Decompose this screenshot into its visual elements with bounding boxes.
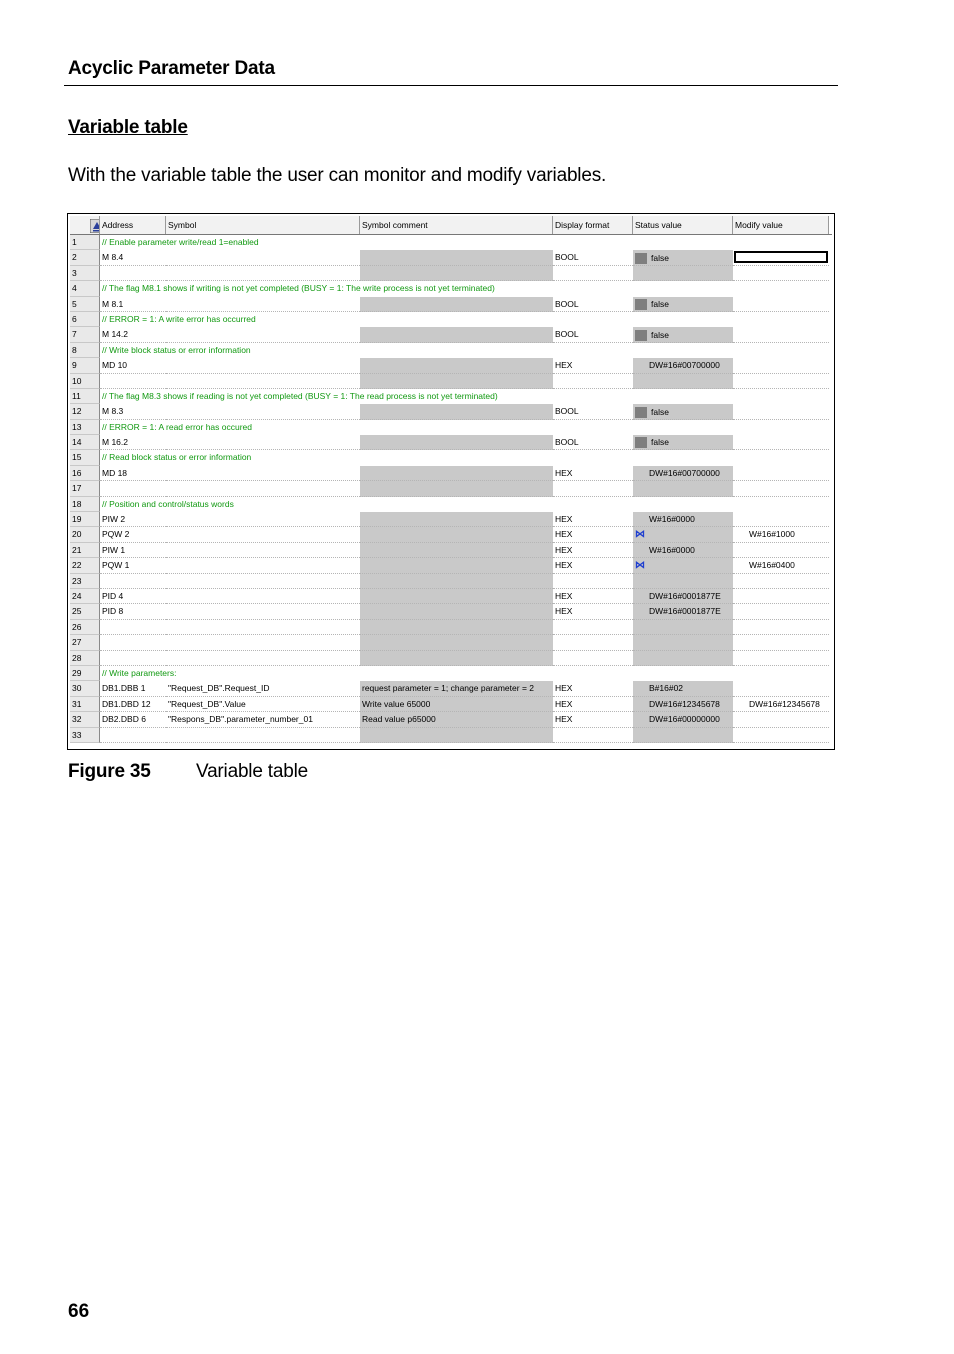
symbol-comment-cell[interactable] <box>360 651 553 666</box>
symbol-cell[interactable] <box>166 250 360 265</box>
display-format-cell[interactable]: HEX <box>553 466 633 481</box>
status-value: W#16#0000 <box>649 514 695 525</box>
modify-value: DW#16#12345678 <box>749 698 820 709</box>
row-number: 26 <box>70 620 100 635</box>
display-format-cell[interactable]: HEX <box>553 527 633 542</box>
modify-value-cell[interactable] <box>733 697 829 712</box>
status-value: false <box>651 298 669 309</box>
address-cell[interactable]: MD 10 <box>100 358 166 373</box>
symbol-cell[interactable] <box>166 527 360 542</box>
status-value: B#16#02 <box>649 683 684 694</box>
symbol-cell[interactable] <box>166 543 360 558</box>
status-value-cell[interactable] <box>633 466 733 481</box>
status-value-cell[interactable] <box>633 543 733 558</box>
table-row[interactable] <box>70 235 832 250</box>
display-format-cell[interactable]: HEX <box>553 543 633 558</box>
table-row[interactable] <box>70 297 832 312</box>
modify-value-cell[interactable] <box>733 527 829 542</box>
address-cell[interactable]: M 14.2 <box>100 327 166 342</box>
table-row[interactable] <box>70 466 832 481</box>
display-format-cell[interactable]: BOOL <box>553 327 633 342</box>
address-cell[interactable]: PID 4 <box>100 589 166 604</box>
table-row[interactable] <box>70 343 832 358</box>
row-number: 14 <box>70 435 100 450</box>
row-number: 17 <box>70 481 100 496</box>
col-header-symbol-comment[interactable]: Symbol comment <box>360 216 553 234</box>
row-number: 32 <box>70 712 100 727</box>
row-comment[interactable]: // The flag M8.3 shows if reading is not yet completed (BUSY = 1: The read process is not yet terminated) <box>102 390 498 401</box>
address-cell[interactable]: M 8.4 <box>100 250 166 265</box>
display-format-cell[interactable] <box>553 266 633 281</box>
symbol-cell[interactable] <box>166 327 360 342</box>
symbol-comment-cell[interactable] <box>360 512 553 527</box>
table-corner-icon <box>90 219 100 233</box>
display-format-cell[interactable] <box>553 620 633 635</box>
symbol-cell[interactable] <box>166 374 360 389</box>
table-row[interactable] <box>70 620 832 635</box>
status-value: DW#16#00700000 <box>649 360 720 371</box>
col-header-status-value[interactable]: Status value <box>633 216 733 234</box>
table-row[interactable] <box>70 435 832 450</box>
status-value: W#16#0000 <box>649 544 695 555</box>
table-row[interactable] <box>70 651 832 666</box>
symbol-cell[interactable] <box>166 574 360 589</box>
col-header-modify-value[interactable]: Modify value <box>733 216 829 234</box>
row-number: 7 <box>70 327 100 342</box>
modify-value-cell[interactable] <box>733 604 829 619</box>
table-row[interactable] <box>70 281 832 296</box>
symbol-cell[interactable] <box>166 620 360 635</box>
address-cell[interactable]: M 8.1 <box>100 297 166 312</box>
row-comment[interactable]: // Read block status or error information <box>102 452 252 463</box>
address-cell[interactable] <box>100 574 166 589</box>
status-value-cell[interactable] <box>633 527 733 542</box>
symbol-comment-cell[interactable] <box>360 481 553 496</box>
modify-value-cell[interactable] <box>733 297 829 312</box>
row-number: 12 <box>70 404 100 419</box>
modify-value-cell[interactable] <box>733 512 829 527</box>
status-value-cell[interactable] <box>633 604 733 619</box>
row-number: 9 <box>70 358 100 373</box>
symbol-comment-cell[interactable] <box>360 620 553 635</box>
table-row[interactable] <box>70 728 832 743</box>
symbol-cell[interactable] <box>166 435 360 450</box>
address-cell[interactable]: PQW 1 <box>100 558 166 573</box>
row-number: 8 <box>70 343 100 358</box>
status-value-cell[interactable] <box>633 512 733 527</box>
subheading: Variable table <box>68 117 188 138</box>
status-indicator <box>635 437 647 448</box>
status-value: false <box>651 252 669 263</box>
symbol-comment-cell[interactable] <box>360 635 553 650</box>
row-comment[interactable]: // Enable parameter write/read 1=enabled <box>102 237 259 247</box>
address-cell[interactable]: MD 18 <box>100 466 166 481</box>
row-number: 1 <box>70 235 100 250</box>
row-number: 29 <box>70 666 100 681</box>
table-row[interactable] <box>70 374 832 389</box>
modify-value-cell[interactable] <box>733 589 829 604</box>
display-format-cell[interactable] <box>553 574 633 589</box>
address-cell[interactable]: M 8.3 <box>100 404 166 419</box>
status-indicator <box>635 330 647 341</box>
status-indicator <box>635 407 647 418</box>
row-number: 22 <box>70 558 100 573</box>
row-comment[interactable]: // ERROR = 1: A write error has occurred <box>102 313 256 324</box>
status-value-cell[interactable] <box>633 481 733 496</box>
display-format-cell[interactable] <box>553 635 633 650</box>
address-cell[interactable]: PIW 1 <box>100 543 166 558</box>
status-value-cell[interactable] <box>633 635 733 650</box>
row-number: 10 <box>70 374 100 389</box>
table-row[interactable] <box>70 389 832 404</box>
table-row[interactable] <box>70 574 832 589</box>
symbol-comment-cell[interactable]: request parameter = 1; change parameter = 2 <box>360 681 553 696</box>
row-number: 28 <box>70 651 100 666</box>
table-body <box>70 235 832 743</box>
symbol-cell[interactable]: "Request_DB".Request_ID <box>166 681 360 696</box>
table-row[interactable] <box>70 666 832 681</box>
table-row[interactable] <box>70 558 832 573</box>
modify-value-cell[interactable] <box>733 543 829 558</box>
symbol-comment-cell[interactable] <box>360 374 553 389</box>
symbol-comment-cell[interactable] <box>360 266 553 281</box>
row-number: 21 <box>70 543 100 558</box>
col-header-display-format[interactable]: Display format <box>553 216 633 234</box>
status-value-cell[interactable] <box>633 712 733 727</box>
display-format-cell[interactable]: HEX <box>553 697 633 712</box>
symbol-cell[interactable] <box>166 635 360 650</box>
address-cell[interactable]: DB1.DBB 1 <box>100 681 166 696</box>
table-row[interactable] <box>70 312 832 327</box>
row-comment[interactable]: // Write block status or error information <box>102 344 251 355</box>
modify-value-cell[interactable] <box>733 712 829 727</box>
symbol-cell[interactable] <box>166 481 360 496</box>
row-number: 5 <box>70 297 100 312</box>
symbol-comment-cell[interactable] <box>360 466 553 481</box>
status-indicator <box>635 253 647 264</box>
address-cell[interactable]: M 16.2 <box>100 435 166 450</box>
address-cell[interactable] <box>100 728 166 743</box>
symbol-comment-cell[interactable] <box>360 589 553 604</box>
symbol-comment-cell[interactable]: Write value 65000 <box>360 697 553 712</box>
corner-cell[interactable] <box>70 216 100 234</box>
row-number: 11 <box>70 389 100 404</box>
display-format-cell[interactable] <box>553 374 633 389</box>
status-value: false <box>651 329 669 340</box>
status-value-cell[interactable] <box>633 697 733 712</box>
status-value-cell[interactable] <box>633 681 733 696</box>
table-row[interactable] <box>70 327 832 342</box>
row-number: 18 <box>70 497 100 512</box>
status-value-cell[interactable] <box>633 651 733 666</box>
status-value-cell[interactable] <box>633 374 733 389</box>
symbol-comment-cell[interactable] <box>360 543 553 558</box>
table-row[interactable] <box>70 250 832 265</box>
status-value-cell[interactable] <box>633 574 733 589</box>
row-comment[interactable]: // The flag M8.1 shows if writing is not yet completed (BUSY = 1: The write process is not yet terminated) <box>102 283 495 294</box>
symbol-comment-cell[interactable] <box>360 404 553 419</box>
symbol-cell[interactable] <box>166 651 360 666</box>
symbol-comment-cell[interactable] <box>360 297 553 312</box>
display-format-cell[interactable] <box>553 651 633 666</box>
row-number: 6 <box>70 312 100 327</box>
variable-table <box>70 216 832 743</box>
display-format-cell[interactable]: HEX <box>553 681 633 696</box>
symbol-cell[interactable] <box>166 266 360 281</box>
section-title: Acyclic Parameter Data <box>68 58 275 79</box>
row-number: 24 <box>70 589 100 604</box>
modify-value-cell[interactable] <box>733 435 829 450</box>
modify-value-cell[interactable] <box>733 635 829 650</box>
row-number: 23 <box>70 574 100 589</box>
symbol-cell[interactable] <box>166 358 360 373</box>
table-row[interactable] <box>70 712 832 727</box>
table-row[interactable] <box>70 635 832 650</box>
modify-value-cell[interactable] <box>733 327 829 342</box>
table-row[interactable] <box>70 512 832 527</box>
display-format-cell[interactable]: HEX <box>553 712 633 727</box>
symbol-comment-cell[interactable] <box>360 558 553 573</box>
variable-table-figure <box>67 213 835 750</box>
address-cell[interactable] <box>100 651 166 666</box>
symbol-comment-cell[interactable]: Read value p65000 <box>360 712 553 727</box>
symbol-comment-cell[interactable] <box>360 527 553 542</box>
status-indicator <box>635 299 647 310</box>
row-number: 31 <box>70 697 100 712</box>
status-value-cell[interactable] <box>633 589 733 604</box>
status-value: DW#16#0001877E <box>649 590 721 601</box>
page-number: 66 <box>68 1301 90 1322</box>
address-cell[interactable] <box>100 481 166 496</box>
symbol-cell[interactable] <box>166 404 360 419</box>
display-format-cell[interactable]: BOOL <box>553 435 633 450</box>
row-comment[interactable]: // Write parameters: <box>102 667 177 678</box>
symbol-cell[interactable] <box>166 558 360 573</box>
modify-value: W#16#1000 <box>749 529 795 540</box>
row-number: 19 <box>70 512 100 527</box>
display-format-cell[interactable]: HEX <box>553 512 633 527</box>
symbol-cell[interactable] <box>166 297 360 312</box>
modify-value-cell[interactable] <box>733 358 829 373</box>
modify-value-cell[interactable] <box>733 466 829 481</box>
status-value-cell[interactable] <box>633 728 733 743</box>
status-value-cell[interactable] <box>633 297 733 312</box>
row-number: 3 <box>70 266 100 281</box>
display-format-cell[interactable]: BOOL <box>553 297 633 312</box>
table-header <box>70 216 832 235</box>
table-row[interactable] <box>70 420 832 435</box>
modify-value-cell[interactable] <box>733 558 829 573</box>
row-number: 30 <box>70 681 100 696</box>
symbol-cell[interactable] <box>166 512 360 527</box>
status-value-cell[interactable] <box>633 266 733 281</box>
status-value-cell[interactable] <box>633 404 733 419</box>
symbol-comment-cell[interactable] <box>360 327 553 342</box>
row-number: 13 <box>70 420 100 435</box>
status-value: DW#16#00000000 <box>649 714 720 725</box>
table-row[interactable] <box>70 481 832 496</box>
status-value: DW#16#12345678 <box>649 698 720 709</box>
row-number: 25 <box>70 604 100 619</box>
symbol-comment-cell[interactable] <box>360 435 553 450</box>
table-row[interactable] <box>70 358 832 373</box>
display-format-cell[interactable] <box>553 481 633 496</box>
figure-caption: Variable table <box>196 761 308 782</box>
symbol-cell[interactable]: "Respons_DB".parameter_number_01 <box>166 712 360 727</box>
modify-value-cell[interactable] <box>733 374 829 389</box>
display-format-cell[interactable]: HEX <box>553 604 633 619</box>
modify-value-cell[interactable] <box>733 250 829 265</box>
modify-value-cell[interactable] <box>733 574 829 589</box>
address-cell[interactable] <box>100 266 166 281</box>
col-header-address[interactable]: Address <box>100 216 166 234</box>
status-value: DW#16#0001877E <box>649 606 721 617</box>
display-format-cell[interactable]: BOOL <box>553 250 633 265</box>
table-row[interactable] <box>70 697 832 712</box>
table-row[interactable] <box>70 497 832 512</box>
status-value-cell[interactable] <box>633 358 733 373</box>
row-number: 2 <box>70 250 100 265</box>
force-link-icon: ⋈ <box>635 529 645 541</box>
display-format-cell[interactable]: HEX <box>553 558 633 573</box>
display-format-cell[interactable]: HEX <box>553 358 633 373</box>
modify-value-cell[interactable] <box>733 681 829 696</box>
status-value-cell[interactable] <box>633 435 733 450</box>
table-row[interactable] <box>70 543 832 558</box>
address-cell[interactable] <box>100 374 166 389</box>
modify-value-input[interactable] <box>734 251 828 263</box>
symbol-comment-cell[interactable] <box>360 604 553 619</box>
symbol-cell[interactable] <box>166 728 360 743</box>
display-format-cell[interactable]: BOOL <box>553 404 633 419</box>
status-value: false <box>651 437 669 448</box>
modify-value: W#16#0400 <box>749 560 795 571</box>
table-row[interactable] <box>70 681 832 696</box>
address-cell[interactable]: DB2.DBD 6 <box>100 712 166 727</box>
row-number: 16 <box>70 466 100 481</box>
status-value: DW#16#00700000 <box>649 467 720 478</box>
symbol-comment-cell[interactable] <box>360 250 553 265</box>
status-value-cell[interactable] <box>633 327 733 342</box>
address-cell[interactable]: DB1.DBD 12 <box>100 697 166 712</box>
row-comment[interactable]: // ERROR = 1: A read error has occured <box>102 421 252 432</box>
table-row[interactable] <box>70 589 832 604</box>
row-comment[interactable]: // Position and control/status words <box>102 498 234 509</box>
symbol-cell[interactable] <box>166 604 360 619</box>
table-row[interactable] <box>70 266 832 281</box>
modify-value-cell[interactable] <box>733 728 829 743</box>
table-row[interactable] <box>70 450 832 465</box>
symbol-cell[interactable] <box>166 466 360 481</box>
symbol-cell[interactable]: "Request_DB".Value <box>166 697 360 712</box>
symbol-comment-cell[interactable] <box>360 574 553 589</box>
display-format-cell[interactable] <box>553 728 633 743</box>
symbol-comment-cell[interactable] <box>360 728 553 743</box>
address-cell[interactable] <box>100 635 166 650</box>
row-number: 27 <box>70 635 100 650</box>
modify-value-cell[interactable] <box>733 620 829 635</box>
status-value: false <box>651 406 669 417</box>
status-value-cell[interactable] <box>633 250 733 265</box>
figure-label: Figure 35 <box>68 761 151 782</box>
force-link-icon: ⋈ <box>635 560 645 572</box>
table-row[interactable] <box>70 527 832 542</box>
row-number: 15 <box>70 450 100 465</box>
modify-value-cell[interactable] <box>733 266 829 281</box>
intro-paragraph: With the variable table the user can monitor and modify variables. <box>68 165 607 186</box>
modify-value-cell[interactable] <box>733 404 829 419</box>
col-header-symbol[interactable]: Symbol <box>166 216 360 234</box>
status-value-cell[interactable] <box>633 558 733 573</box>
header-rule <box>64 85 838 86</box>
modify-value-cell[interactable] <box>733 481 829 496</box>
table-row[interactable] <box>70 604 832 619</box>
row-number: 4 <box>70 281 100 296</box>
address-cell[interactable] <box>100 620 166 635</box>
symbol-comment-cell[interactable] <box>360 358 553 373</box>
address-cell[interactable]: PID 8 <box>100 604 166 619</box>
row-number: 20 <box>70 527 100 542</box>
modify-value-cell[interactable] <box>733 651 829 666</box>
row-number: 33 <box>70 728 100 743</box>
address-cell[interactable]: PQW 2 <box>100 527 166 542</box>
status-value-cell[interactable] <box>633 620 733 635</box>
table-row[interactable] <box>70 404 832 419</box>
symbol-cell[interactable] <box>166 589 360 604</box>
display-format-cell[interactable]: HEX <box>553 589 633 604</box>
address-cell[interactable]: PIW 2 <box>100 512 166 527</box>
